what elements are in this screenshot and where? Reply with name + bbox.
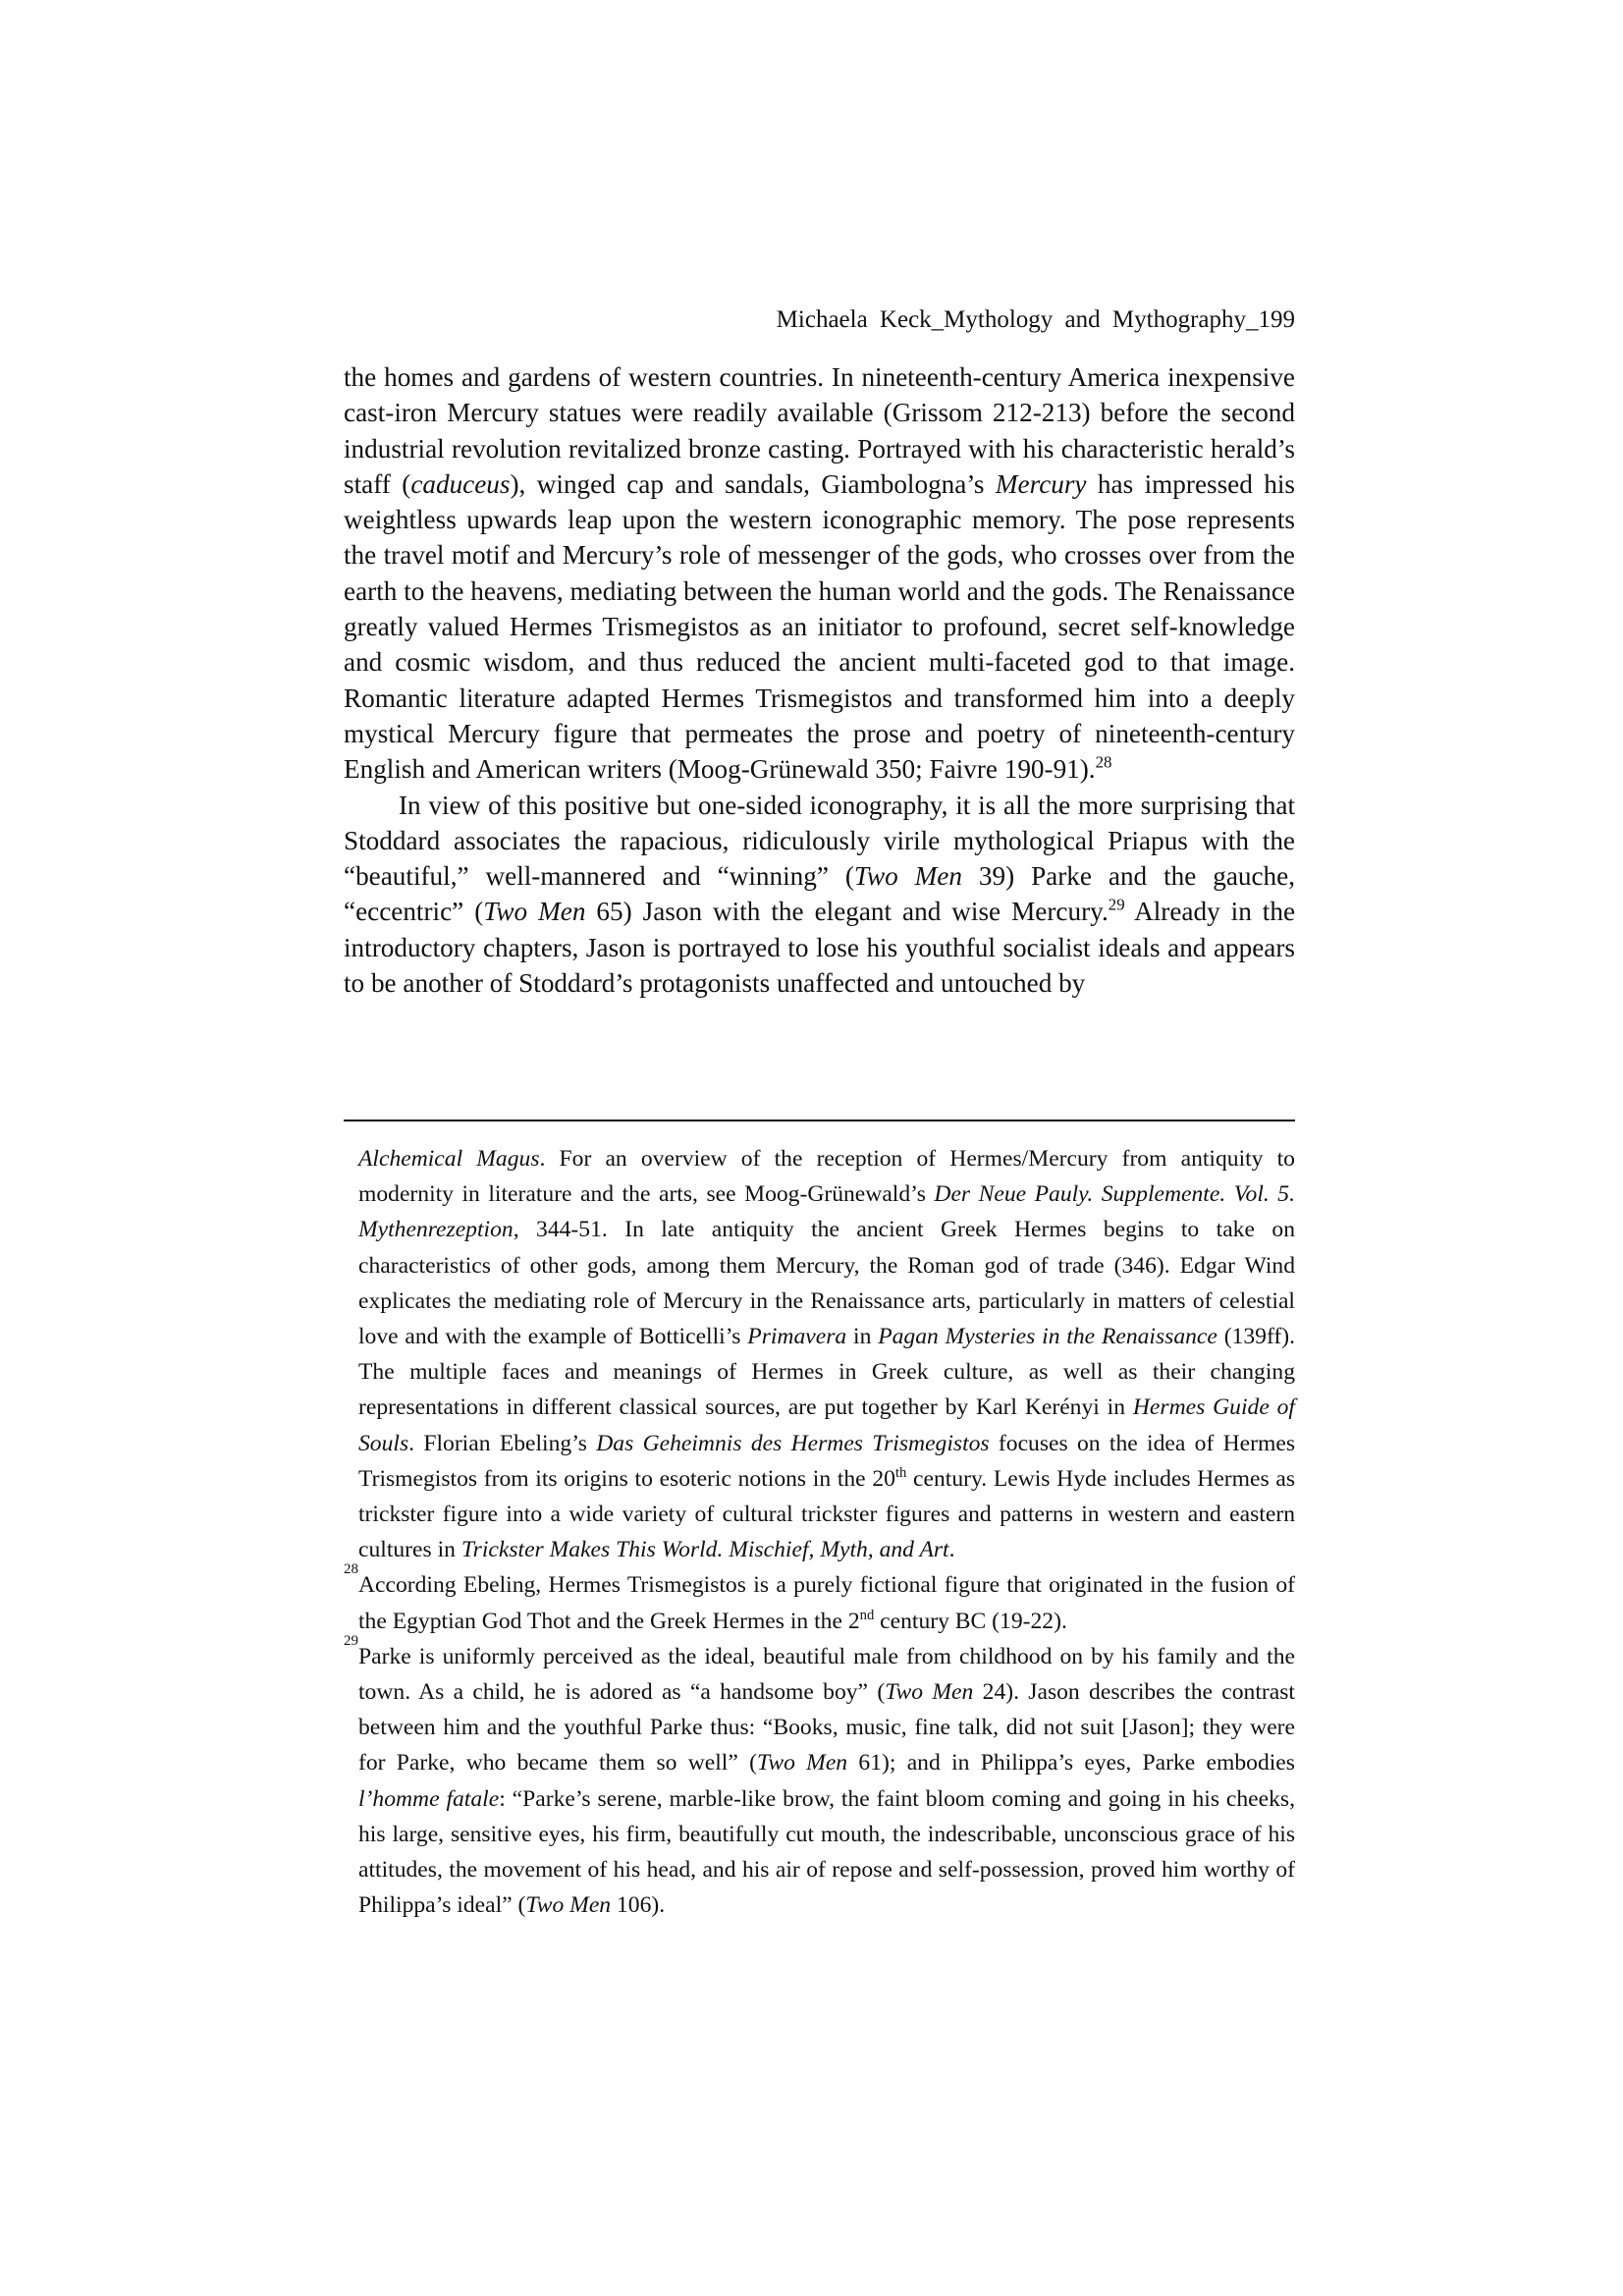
footnote-29: 29 Parke is uniformly perceived as the ideal, beautiful male from childhood on by his family and the town. As a child, he is adored as “a handsome boy” (Two Men 24). Jason describes the contrast between him and the youthful Parke thus: “Books, music, fine talk, did not suit [Jason]; they were for Parke, who became them so well” (Two Men 61); and in Philippa’s eyes, Parke embodies l’homme fatale: “Parke’s serene, marble-like brow, the faint bloom coming and going in his cheeks, his large, sensitive eyes, his firm, beautifully cut mouth, the indescribable, unconscious grace of his attitudes, the movement of his head, and his air of repose and self-possession, proved him worthy of Philippa’s ideal” (Two Men 106). [344,1632,1295,1919]
footnote-mark-28: 28 [344,1561,358,1578]
running-head: Michaela Keck_Mythology and Mythography_199 [776,306,1295,333]
paragraph: the homes and gardens of western countries. In nineteenth-century America inexpensive cast-iron Mercury statues were readily available (Grissom 212-213) before the second industrial revolution revitalized bronze casting. Portrayed with his characteristic herald’s staff (caduceus), winged cap and sandals, Giambologna’s Mercury has impressed his weightless upwards leap upon the western iconographic memory. The pose represents the travel motif and Mercury’s role of messenger of the gods, who crosses over from the earth to the heavens, mediating between the human world and the gods. The Renaissance greatly valued Hermes Trismegistos as an initiator to profound, secret self-knowledge and cosmic wisdom, and thus reduced the ancient multi-faceted god to that image. Romantic literature adapted Hermes Trismegistos and transformed him into a deeply mystical Mercury figure that permeates the prose and poetry of nineteenth-century English and American writers (Moog-Grünewald 350; Faivre 190-91).$^{28}$ [344,362,1295,785]
footnotes [344,1141,1295,1923]
footnote-ref-28[interactable]: 28 [1095,752,1112,772]
footnote-mark-29: 29 [344,1632,358,1649]
body-text [344,359,1295,1001]
paragraph: In view of this positive but one-sided iconography, it is all the more surprising that Stoddard associates the rapacious, ridiculously virile mythological Priapus with the “beautiful,” well-mannered and “winning” (Two Men 39) Parke and the gauche, “eccentric” (Two Men 65) Jason with the elegant and wise Mercury.$^{29}$ Already in the introductory chapters, Jason is portrayed to lose his youthful socialist ideals and appears to be another of Stoddard’s protagonists unaffected and untouched by [344,790,1296,999]
footnote-separator [344,1120,1295,1121]
footnote-continued: Alchemical Magus. For an overview of the reception of Hermes/Mercury from antiquity to modernity in literature and the arts, see Moog-Grünewald’s Der Neue Pauly. Supplemente. Vol. 5. Mythenrezeption, 344-51. In late antiquity the ancient Greek Hermes begins to take on characteristics of other gods, among them Mercury, the Roman god of trade (346). Edgar Wind explicates the mediating role of Mercury in the Renaissance arts, particularly in matters of celestial love and with the example of Botticelli’s Primavera in Pagan Mysteries in the Renaissance (139ff). The multiple faces and meanings of Hermes in Greek culture, as well as their changing representations in different classical sources, are put together by Karl Kerényi in Hermes Guide of Souls. Florian Ebeling’s Das Geheimnis des Hermes Trismegistos focuses on the idea of Hermes Trismegistos from its origins to esoteric notions in the 20th century. Lewis Hyde includes Hermes as trickster figure into a wide variety of cultural trickster figures and patterns in western and eastern cultures in Trickster Makes This World. Mischief, Myth, and Art. [358,1146,1296,1563]
footnote-28: 28 According Ebeling, Hermes Trismegistos is a purely fictional figure that originated in the fusion of the Egyptian God Thot and the Greek Hermes in the 2nd century BC (19-22). [344,1561,1295,1634]
footnote-ref-29[interactable]: 29 [1108,896,1125,914]
